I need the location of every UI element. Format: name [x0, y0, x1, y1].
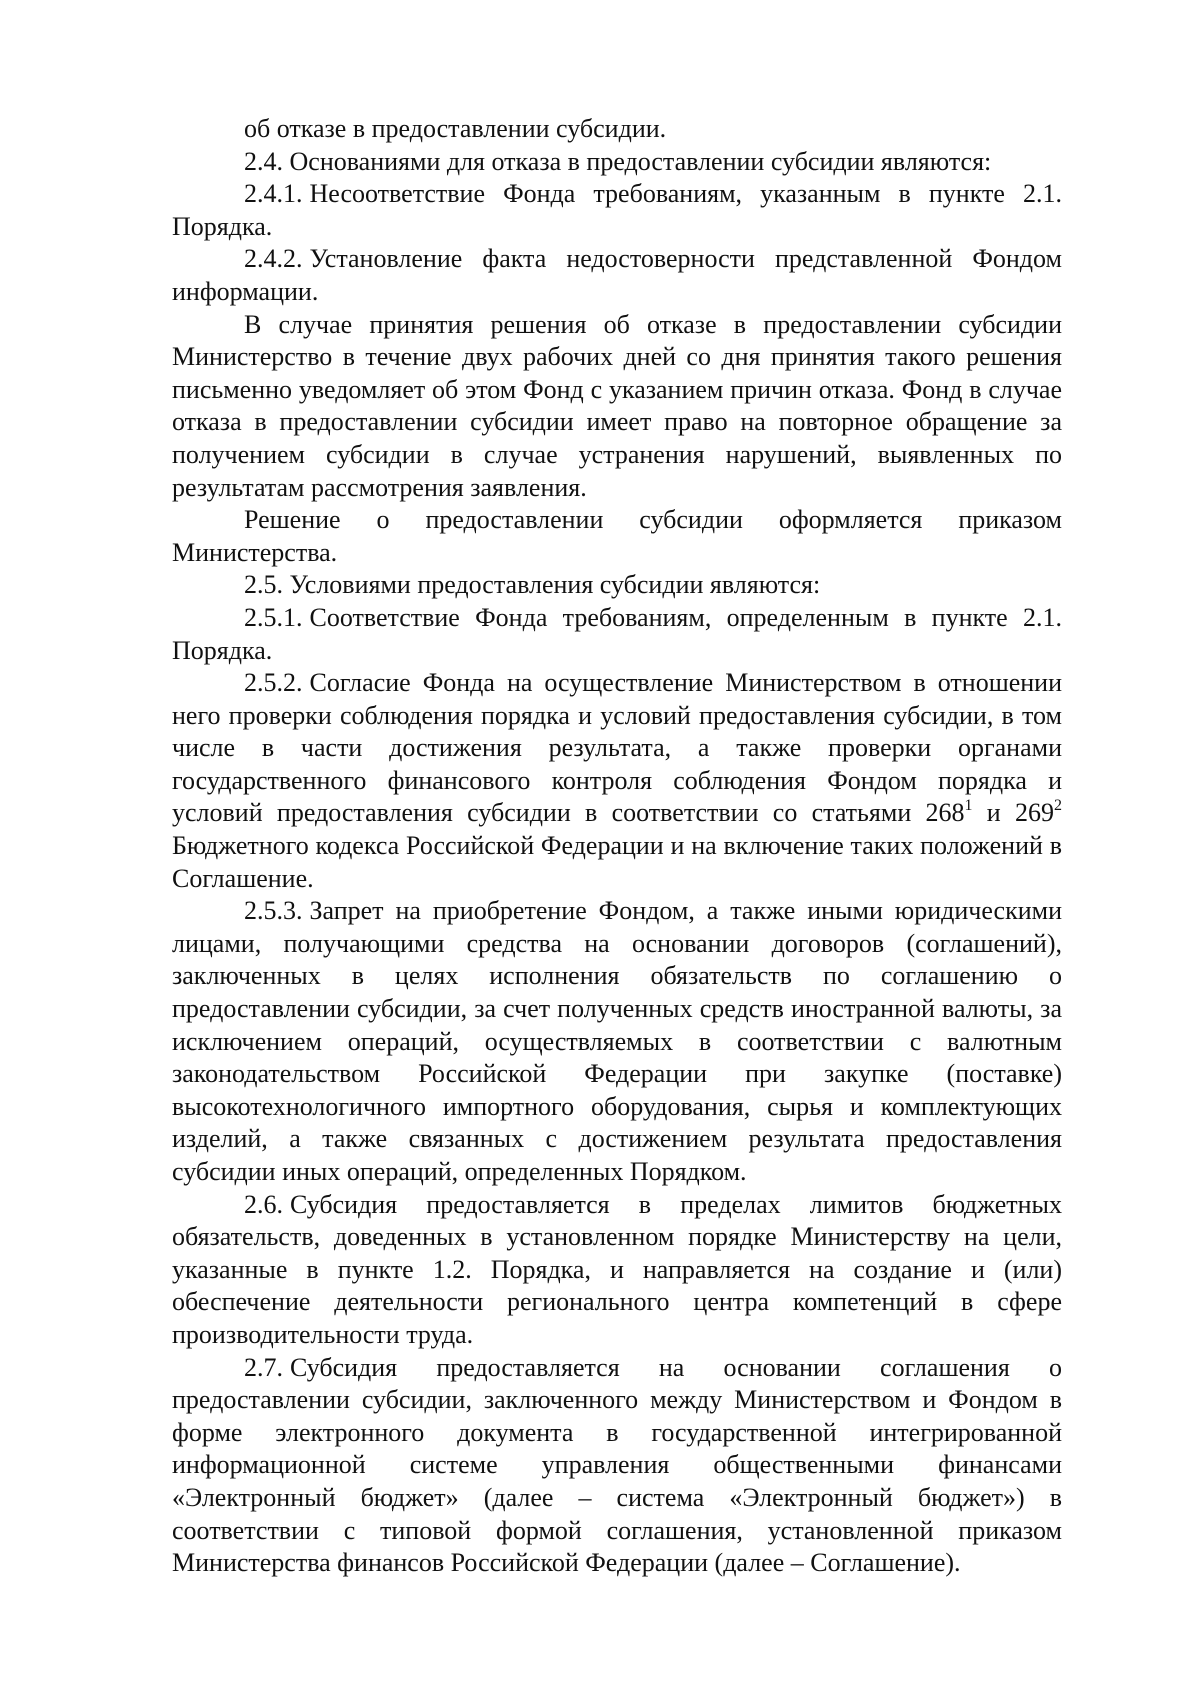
- clause-text: Несоответствие Фонда требованиям, указанным в пункте 2.1. Порядка.: [172, 179, 1062, 241]
- paragraph-refusal-notice: В случае принятия решения об отказе в предоставлении субсидии Министерство в течение двух рабочих дней со дня принятия такого решения письменно уведомляет об этом Фонд с указанием причин отказа. Фонд в случае отказа в предоставлении субсидии имеет право на повторное обращение за получением субсидии в случае устранения нарушений, выявленных по результатам рассмотрения заявления.: [172, 309, 1062, 502]
- paragraph-intro: об отказе в предоставлении субсидии.: [244, 114, 667, 143]
- paragraph-2-6: [172, 1189, 1062, 1352]
- clause-number: 2.5.2.: [244, 668, 303, 698]
- paragraph-2-5-3: [172, 895, 1062, 1188]
- clause-number: 2.4.2.: [244, 244, 303, 274]
- clause-number: 2.6.: [244, 1189, 283, 1219]
- clause-text: Установление факта недостоверности представленной Фондом информации.: [172, 244, 1062, 306]
- clause-number: 2.5.1.: [244, 602, 303, 632]
- clause-text: Запрет на приобретение Фондом, а также иными юридическими лицами, получающими средства на основании договоров (соглашений), заключенных в целях исполнения обязательств по соглашению о предоставлении субсидии, за счет полученных средств иностранной валюты, за исключением операций, осуществляемых в соответствии с валютным законодательством Российской Федерации при закупке (поставке) высокотехнологичного импортного оборудования, сырья и комплектующих изделий, а также связанных с достижением результата предоставления субсидии иных операций, определенных Порядком.: [172, 896, 1062, 1186]
- superscript: 2: [1054, 797, 1062, 815]
- paragraph-2-5: 2.5. Условиями предоставления субсидии являются:: [244, 570, 821, 600]
- clause-number: 2.7.: [244, 1352, 283, 1382]
- paragraph-2-4: 2.4. Основаниями для отказа в предоставлении субсидии являются:: [244, 146, 992, 176]
- paragraph-2-4-1: [172, 178, 1062, 243]
- superscript: 1: [964, 797, 973, 815]
- clause-text: Согласие Фонда на осуществление Министерством в отношении него проверки соблюдения порядка и условий предоставления субсидии, в том числе в части достижения результата, а также проверки органами государственного финансового контроля соблюдения Фондом порядка и условий предоставления субсидии в соответствии со статьями 268: [172, 668, 1062, 828]
- clause-text: Субсидия предоставляется в пределах лимитов бюджетных обязательств, доведенных в установленном порядке Министерству на цели, указанные в пункте 1.2. Порядка, и направляется на создание и (или) обеспечение деятельности регионального центра компетенций в сфере производительности труда.: [172, 1189, 1062, 1349]
- clause-text: и 269: [972, 798, 1054, 828]
- clause-number: 2.4.1.: [244, 179, 303, 209]
- clause-text: Бюджетного кодекса Российской Федерации и на включение таких положений в Соглашение.: [172, 831, 1062, 893]
- clause-text: Субсидия предоставляется на основании соглашения о предоставлении субсидии, заключенного между Министерством и Фондом в форме электронного документа в государственной интегрированной информационной системе управления общественными финансами «Электронный бюджет» (далее – система «Электронный бюджет») в соответствии с типовой формой соглашения, установленной приказом Министерства финансов Российской Федерации (далее – Соглашение).: [172, 1352, 1062, 1578]
- paragraph-2-7: [172, 1352, 1062, 1580]
- paragraph-2-4-2: [172, 243, 1062, 308]
- paragraph-decision: Решение о предоставлении субсидии оформляется приказом Министерства.: [172, 505, 1062, 567]
- paragraph-2-5-2: [172, 667, 1062, 895]
- clause-text: Соответствие Фонда требованиям, определенным в пункте 2.1. Порядка.: [172, 602, 1062, 665]
- paragraph-2-5-1: [172, 602, 1062, 667]
- clause-number: 2.5.3.: [244, 896, 303, 926]
